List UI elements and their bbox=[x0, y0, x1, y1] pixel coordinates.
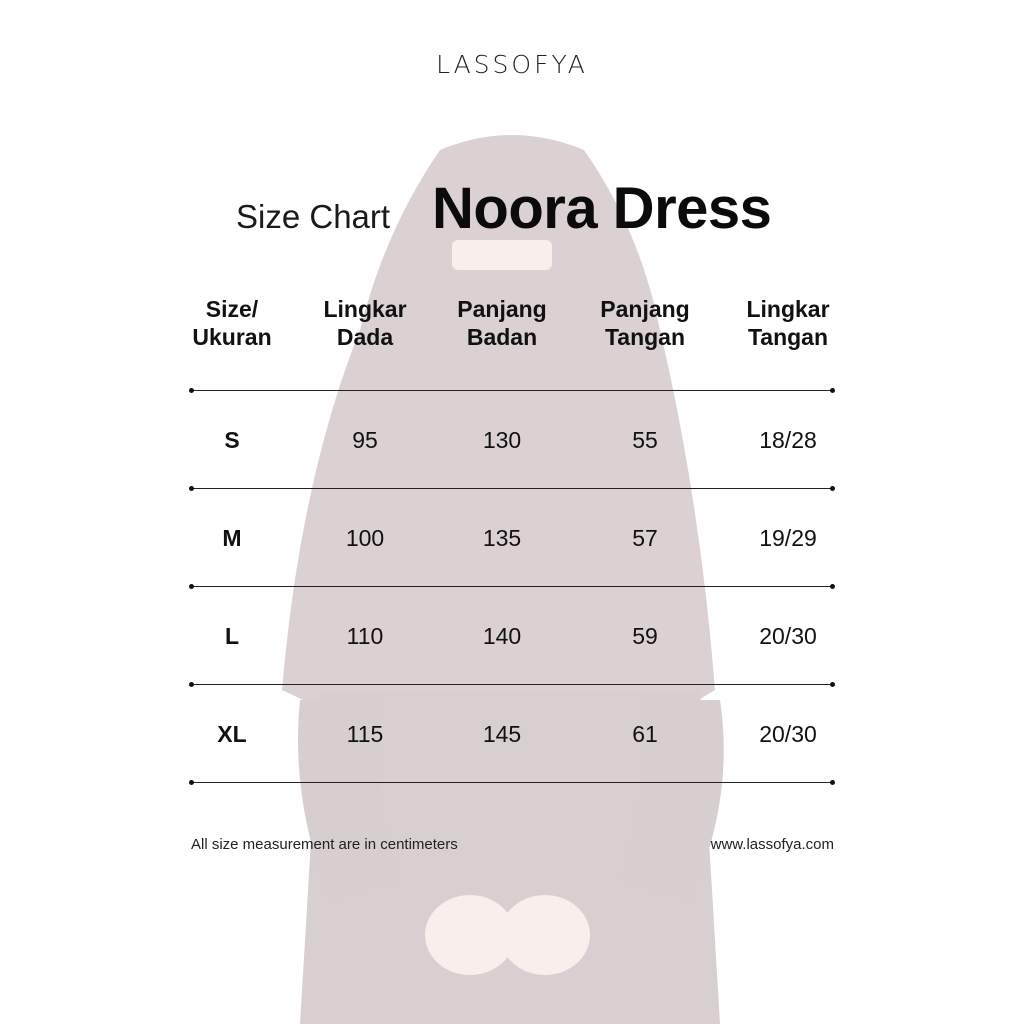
cell-panjang-badan: 135 bbox=[482, 524, 522, 551]
header-panjang-tangan: Panjang Tangan bbox=[600, 296, 690, 350]
header-panjang-badan: Panjang Badan bbox=[457, 296, 547, 350]
table-row bbox=[190, 587, 834, 684]
cell-lingkar-tangan: 20/30 bbox=[759, 622, 817, 649]
cell-panjang-badan: 140 bbox=[482, 622, 522, 649]
header-lingkar-dada: Lingkar Dada bbox=[323, 296, 407, 350]
cell-size: L bbox=[224, 622, 240, 649]
cell-lingkar-dada: 95 bbox=[352, 426, 378, 453]
title-prefix: Size Chart bbox=[236, 198, 391, 235]
row-divider bbox=[190, 782, 834, 783]
cell-panjang-badan: 145 bbox=[482, 720, 522, 747]
product-name: Noora Dress bbox=[432, 176, 772, 241]
table-header bbox=[190, 295, 834, 390]
size-table bbox=[190, 295, 834, 783]
title-row bbox=[0, 170, 1024, 250]
cell-panjang-badan: 130 bbox=[482, 426, 522, 453]
cell-lingkar-tangan: 20/30 bbox=[759, 720, 817, 747]
cell-size: XL bbox=[217, 720, 247, 747]
cell-lingkar-tangan: 18/28 bbox=[759, 426, 817, 453]
cell-panjang-tangan: 57 bbox=[632, 524, 658, 551]
table-row bbox=[190, 391, 834, 488]
cell-panjang-tangan: 59 bbox=[632, 622, 658, 649]
cell-lingkar-tangan: 19/29 bbox=[759, 524, 817, 551]
measurement-note: All size measurement are in centimeters bbox=[191, 836, 458, 853]
table-row bbox=[190, 489, 834, 586]
cell-panjang-tangan: 61 bbox=[632, 720, 658, 747]
cell-size: M bbox=[222, 524, 242, 551]
cell-size: S bbox=[224, 426, 240, 453]
cell-lingkar-dada: 115 bbox=[346, 720, 384, 747]
header-lingkar-tangan: Lingkar Tangan bbox=[746, 296, 830, 350]
header-size: Size/ Ukuran bbox=[192, 296, 272, 350]
cell-panjang-tangan: 55 bbox=[632, 426, 658, 453]
cell-lingkar-dada: 110 bbox=[346, 622, 384, 649]
brand-logo: LASSOFYA bbox=[436, 50, 588, 79]
table-row bbox=[190, 685, 834, 782]
cell-lingkar-dada: 100 bbox=[345, 524, 385, 551]
website-link[interactable]: www.lassofya.com bbox=[710, 836, 834, 853]
